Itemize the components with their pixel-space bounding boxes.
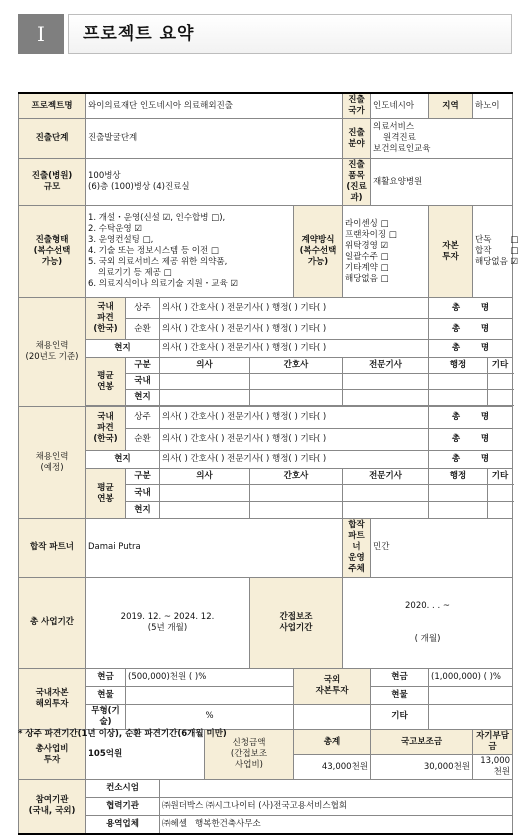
label-intangible: 무형(기술) [86,704,126,729]
staff-local: 의사( ) 간호사( ) 전문기사( ) 행정( ) 기타( ) [160,340,429,358]
intangible-blank [294,704,371,729]
label-capital: 자본 투자 [429,206,473,298]
people-unit: 명 [480,454,490,465]
indirect-range: 2020. . . ~ [405,600,450,611]
consortium-value [160,780,513,798]
other-value [429,704,513,729]
region-value: 하노이 [473,93,513,119]
label-consortium: 컨소시엄 [86,780,160,798]
staff-rotation: 의사( ) 간호사( ) 전문기사( ) 행정( ) 기타( ) [160,429,429,451]
label-scale: 진출(병원) 규모 [19,159,86,206]
label-item: 진출품목 (진료과) [343,159,371,206]
salary-cell [429,485,488,502]
label-rotation: 순환 [126,319,160,340]
people-unit: 명 [480,412,490,423]
label-partner: 합작 파트너 [19,519,86,577]
label-participants: 참여기관 (국내, 국외) [19,780,86,834]
label-cash: 현금 [86,668,126,686]
scale-value: 100병상 (6)층 (100)병상 (4)진료실 [86,159,343,206]
label-sum: 총계 [294,729,371,754]
col-admin: 행정 [429,358,488,374]
contract-option: 해당없음 □ [345,273,389,284]
footnote: * 상주 파견기간(1년 이상), 순환 파견기간(6개월 미만) [18,729,227,739]
salary-cell [429,502,488,519]
period-duration: (5년 개월) [147,622,188,633]
label-avg-salary: 평균 연봉 [86,469,126,519]
salary-cell [250,390,343,406]
label-division: 구분 [126,358,160,374]
label-local: 현지 [86,340,160,358]
total-rotation [429,319,513,340]
row-local: 현지 [126,502,160,519]
people-unit: 명 [480,302,490,313]
contract-options [343,206,429,298]
label-foreign-capital: 국외 자본투자 [294,668,371,704]
contract-option: 기타계약 □ [345,262,389,273]
salary-cell [250,374,343,390]
country-value: 인도네시아 [371,93,429,119]
label-hr-2020: 채용인력 (20년도 기준) [19,298,86,407]
staff-local: 의사( ) 간호사( ) 전문기사( ) 행정( ) 기타( ) [160,451,429,469]
salary-cell [250,485,343,502]
contract-option: 일괄수주 □ [345,251,389,262]
label-division: 구분 [126,469,160,485]
stage-value: 진출발굴단계 [86,119,343,159]
label-field: 진출분야 [343,119,371,159]
row-domestic: 국내 [126,374,160,390]
field-line: 보건의료인교육 [373,144,431,155]
partner-value: Damai Putra [86,519,343,577]
period-value [86,577,250,668]
col-doctor: 의사 [160,358,250,374]
total-rotation [429,429,513,451]
capital-option: 합작 □ [475,246,519,257]
staff-resident: 의사( ) 간호사( ) 전문기사( ) 행정( ) 기타( ) [160,298,429,319]
salary-cell [488,390,513,406]
label-cooperation: 협력기관 [86,798,160,816]
label-stage: 진출단계 [19,119,86,159]
total-resident [429,407,513,429]
label-rotation: 순환 [126,429,160,451]
label-resident: 상주 [126,298,160,319]
salary-cell [488,485,513,502]
section-title: 프로젝트 요약 [83,24,195,44]
col-nurse: 간호사 [250,358,343,374]
sum-value: 43,000천원 [294,755,371,780]
label-hr-plan: 채용인력 (예정) [19,407,86,519]
label-korea-dispatch: 국내 파견 (한국) [86,407,126,451]
dom-cash-value: (500,000)천원 ( )% [126,668,294,686]
people-unit: 명 [480,434,490,445]
label-foreign-in-kind: 현물 [371,686,429,704]
field-line: 원격진료 [383,133,416,144]
label-dom-invest: 국내자본 해외투자 [19,668,86,729]
label-local: 현지 [86,451,160,469]
total-label: 총 [451,434,461,445]
col-admin: 행정 [429,469,488,485]
section-title-bar [68,14,512,54]
capital-option: 해당없음 ☑ [475,257,519,268]
label-korea-dispatch: 국내 파견 (한국) [86,298,126,340]
form-option: 1. 개설・운영(신설 ☑, 인수합병 □), [88,213,226,224]
period-range: 2019. 12. ~ 2024. 12. [120,611,215,622]
salary-cell [160,374,250,390]
field-value [371,119,513,159]
salary-cell [160,502,250,519]
total-label: 총 [451,302,461,313]
dom-in-kind-value [126,686,294,704]
contract-option: 프랜차이징 □ [345,229,397,240]
salary-cell [343,485,429,502]
form-option: 4. 기술 또는 정보시스템 등 이전 □ [88,246,219,257]
operator-value: 민간 [371,519,513,577]
subsidy-value: 30,000천원 [371,755,473,780]
total-local [429,451,513,469]
salary-cell [160,485,250,502]
form-option: 2. 수탁운영 ☑ [88,224,142,235]
item-value: 재활요양병원 [371,159,513,206]
capital-option: 단독 □ [475,235,519,246]
section-header [18,14,512,54]
total-label: 총 [451,454,461,465]
staff-rotation: 의사( ) 간호사( ) 전문기사( ) 행정( ) 기타( ) [160,319,429,340]
label-total-cost: 총사업비 투자 [19,729,86,779]
col-nurse: 간호사 [250,469,343,485]
total-resident [429,298,513,319]
total-label: 총 [451,412,461,423]
form-option: 의료기기 등 제공 □ [98,268,172,279]
section-number: I [18,14,64,54]
capital-options [473,206,519,298]
label-other: 기타 [371,704,429,729]
salary-cell [250,502,343,519]
form-option: 6. 의료지식이나 의료기술 지원・교육 ☑ [88,279,238,290]
salary-cell [343,374,429,390]
indirect-period-value [343,577,513,668]
row-local: 현지 [126,390,160,406]
total-label: 총 [451,323,461,334]
cooperation-value: ㈜원더박스 ㈜시그나이터 (사)전국고용서비스협회 [160,798,513,816]
form-options [86,206,294,298]
label-indirect-period: 간접보조 사업기간 [250,577,343,668]
label-avg-salary: 평균 연봉 [86,358,126,406]
label-period: 총 사업기간 [19,577,86,668]
label-self: 자기부담금 [473,729,513,754]
label-project-name: 프로젝트명 [19,93,86,119]
total-cost-value: 105억원 [86,729,205,779]
label-form: 진출형태 (복수선택 가능) [19,206,86,298]
salary-cell [488,502,513,519]
contract-option: 위탁경영 ☑ [345,240,389,251]
col-other: 기타 [488,358,513,374]
label-country: 진출국가 [343,93,371,119]
label-operator: 합작파트너 운영주체 [343,519,371,577]
salary-cell [429,390,488,406]
label-service: 용역업체 [86,816,160,834]
col-doctor: 의사 [160,469,250,485]
label-apply-amount: 신청금액 (간접보조 사업비) [205,729,294,779]
form-option: 3. 운영컨설팅 □, [88,235,154,246]
label-contract: 계약방식 (복수선택 가능) [294,206,343,298]
people-unit: 명 [480,323,490,334]
indirect-duration: ( 개월) [414,633,441,644]
contract-option: 라이센싱 □ [345,218,389,229]
self-value: 13,000천원 [473,755,513,780]
field-line: 의료서비스 [373,122,415,133]
foreign-in-kind-value [429,686,513,704]
salary-cell [429,374,488,390]
intangible-percent: % [126,704,294,729]
staff-resident: 의사( ) 간호사( ) 전문기사( ) 행정( ) 기타( ) [160,407,429,429]
project-name: 와이의료재단 인도네시아 의료해외진출 [86,93,343,119]
service-value: ㈜헤셀 행복한건축사무소 [160,816,513,834]
total-label: 총 [451,343,461,354]
salary-cell [343,502,429,519]
total-local [429,340,513,358]
salary-cell [488,374,513,390]
label-resident: 상주 [126,407,160,429]
col-tech: 전문기사 [343,469,429,485]
project-summary-table [18,92,519,835]
salary-cell [343,390,429,406]
row-domestic: 국내 [126,485,160,502]
label-region: 지역 [429,93,473,119]
foreign-cash-value: (1,000,000) ( )% [429,668,513,686]
col-other: 기타 [488,469,513,485]
col-tech: 전문기사 [343,358,429,374]
label-subsidy: 국고보조금 [371,729,473,754]
form-option: 5. 국외 의료서비스 제공 위한 의약품, [88,257,228,268]
label-foreign-cash: 현금 [371,668,429,686]
label-in-kind: 현물 [86,686,126,704]
people-unit: 명 [480,343,490,354]
salary-cell [160,390,250,406]
